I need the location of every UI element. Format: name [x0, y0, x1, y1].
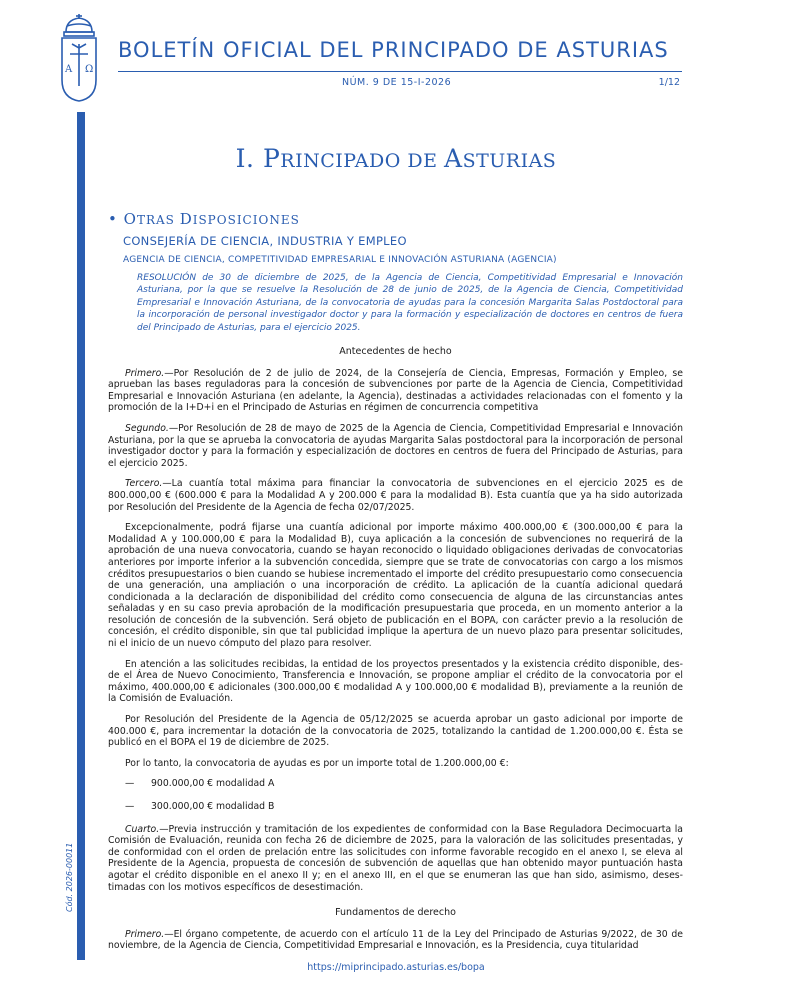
paragraph-excepcionalmente: Excepcionalmente, podrá fijarse una cuantía adicional por importe máximo 400.000,00 € (300.000,00 € para la Modalidad A y 100.000,00 € para la Modalidad B), cuya aplicación a la concesión de subvenciones no requerirá de la aprobación de una nueva convocatoria, cuando se hayan reconocido o liquidado obligaciones derivadas de convocatorias anteriores por importe inferior a la subvención concedida, siempre que se trate de convocatorias con cargo a los mismos créditos presupuestarios o bien cuando se hubiese incrementado el importe del crédito presupuestario como consecuencia de una generación, una ampliación o una incorporación de crédito. La aplicación de la cuantía adicional quedará condicionada a la declaración de disponibilidad del crédito como consecuencia de alguna de las circunstancias antes señaladas y en su caso previa aprobación de la modificación presupuestaria que proceda, en un momento anterior a la resolución de concesión de la subvención. Será objeto de publicación en el BOPA, con carácter previo a la resolución de concesión, el crédito disponible, sin que tal publicidad implique la apertura de un nuevo plazo para presentar solicitudes, ni el inicio de un nuevo cómputo del plazo para resolver.: [108, 522, 683, 650]
consejeria-heading: CONSEJERÍA DE CIENCIA, INDUSTRIA Y EMPLEO: [123, 234, 407, 248]
side-bar: [77, 112, 85, 960]
issue-number: NÚM. 9 DE 15-I-2026: [342, 77, 452, 88]
footer-link[interactable]: https://miprincipado.asturias.es/bopa: [307, 962, 485, 973]
heading-antecedentes: Antecedentes de hecho: [339, 346, 452, 357]
paragraph-fundamento-primero: Primero.—El órgano competente, de acuerdo con el artículo 11 de la Ley del Principado de Asturias 9/2022, de 30 de noviembre, de la Agencia de Ciencia, Competitividad Empresarial e Innovación, es la Presidencia, cuya titularidad: [108, 928, 683, 952]
svg-text:A: A: [65, 64, 73, 75]
paragraph-resolucion-presidente: Por Resolución del Presidente de la Agencia de 05/12/2025 se acuerda aprobar un gasto adicional por importe de 400.000 €, para incrementar la dotación de la convocatoria de 2025, totalizando la cantidad de 1.200.000,00 €. Ésta se publicó en el BOPA el 19 de diciembre de 2025.: [108, 714, 683, 749]
paragraph-por-lo-tanto: Por lo tanto, la convocatoria de ayudas es por un importe total de 1.200.000,00 €:: [125, 757, 509, 769]
section-title: I. PRINCIPADO DE ASTURIAS: [235, 144, 557, 173]
asturias-coat-of-arms-icon: [58, 14, 100, 102]
resolution-summary: RESOLUCIÓN de 30 de diciembre de 2025, de la Agencia de Ciencia, Competitividad Empresarial e Innovación Asturiana, por la que se resuelve la Resolución de 28 de junio de 2025, de la Agencia de Ciencia, Competitividad Empresarial e Innovación Asturiana, de la convocatoria de ayudas para la concesión Margarita Salas Postdoctoral para la incorporación de personal investigador doctor y para la formación y especialización de doctores en centros de fuera del Principado de Asturias, para el ejercicio 2025.: [137, 273, 683, 333]
svg-text:Ω: Ω: [85, 64, 94, 75]
paragraph-primero: Primero.—Por Resolución de 2 de julio de 2024, de la Consejería de Ciencia, Empresas, Formación y Empleo, se aprueban las bases reguladoras para la concesión de subvenciones por parte de la Agencia de Ciencia, Competitividad Empresarial e Innovación Asturiana (en adelante, la Agencia), destinadas a actividades relacionadas con el fomento y la promoción de la I+D+i en el Principado de Asturias en régimen de concurrencia competitiva: [108, 367, 683, 414]
list-item: — 900.000,00 € modalidad A: [125, 778, 275, 790]
header-rule: [118, 71, 682, 72]
paragraph-atencion: En atención a las solicitudes recibidas, la entidad de los proyectos presentados y la existencia crédito disponible, desde el Área de Nuevo Conocimiento, Transferencia e Innovación, se propone ampliar el crédito de la convocatoria por el máximo, 400.000,00 € adicionales (300.000,00 € modalidad A y 100.000,00 € modalidad B), previamente a la reunión de la Comisión de Evaluación.: [108, 658, 683, 705]
paragraph-segundo: Segundo.—Por Resolución de 28 de mayo de 2025 de la Agencia de Ciencia, Competitividad Empresarial e Innovación Asturiana, por la que se aprueba la convocatoria de ayudas Margarita Salas postdoctoral para la incorporación de personal investigador doctor y para la formación y especialización de doctores en centros de fuera del Principado de Asturias, para el ejercicio 2025.: [108, 422, 683, 469]
document-body: [108, 346, 683, 961]
list-item: — 300.000,00 € modalidad B: [125, 801, 275, 812]
page-counter: 1/12: [658, 77, 680, 88]
paragraph-tercero: Tercero.—La cuantía total máxima para financiar la convocatoria de subvenciones en el ejercicio 2025 es de 800.000,00 € (600.000 € para la Modalidad A y 200.000 € para la modalidad B). Esta cuantía que ya ha sido autorizada por Resolución del Presidente de la Agencia de fecha 02/07/2025.: [108, 478, 683, 513]
heading-fundamentos: Fundamentos de derecho: [335, 907, 456, 919]
agencia-heading: AGENCIA DE CIENCIA, COMPETITIVIDAD EMPRESARIAL E INNOVACIÓN ASTURIANA (AGENCIA): [123, 255, 557, 265]
masthead-title: BOLETÍN OFICIAL DEL PRINCIPADO DE ASTURIAS: [118, 38, 669, 62]
document-code: Cód. 2026-00011: [65, 842, 74, 912]
subsection-title: • OTRAS DISPOSICIONES: [108, 210, 300, 228]
paragraph-cuarto: Cuarto.—Previa instrucción y tramitación de los expedientes de conformidad con la Base Reguladora Decimocuarta la Comisión de Evaluación, reunida con fecha 26 de diciembre de 2025, para la valoración de las solicitudes presentadas, y de conformidad con el orden de prelación entre las solicitudes con informe favorable recogido en el anexo I, se eleva al Presidente de la Agencia, propuesta de concesión de subvención de aquellas que han obtenido mayor puntuación hasta agotar el crédito disponible en el anexo II y; en el anexo III, en el que se enumeran las que han sido, asimismo, desestimadas con los motivos específicos de desestimación.: [108, 823, 683, 893]
